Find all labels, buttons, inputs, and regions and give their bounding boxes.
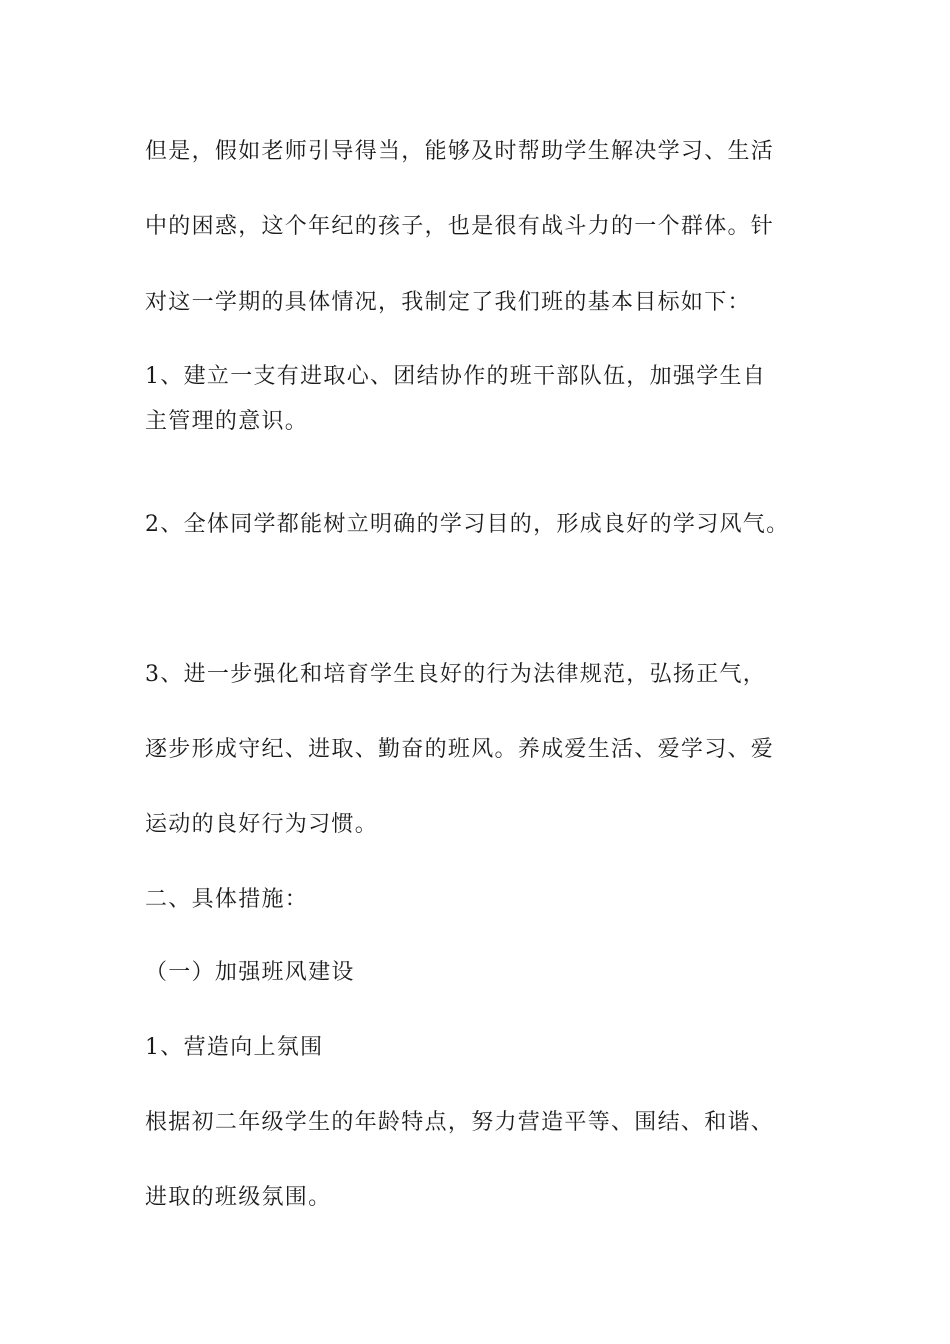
paragraph-line: 进取的班级氛围。 (145, 1185, 332, 1210)
paragraph-line: 中的困惑，这个年纪的孩子，也是很有战斗力的一个群体。针 (145, 214, 775, 239)
paragraph-line: 但是，假如老师引导得当，能够及时帮助学生解决学习、生活 (145, 139, 775, 164)
subsection-heading: （一）加强班风建设 (145, 960, 355, 985)
paragraph-line: 逐步形成守纪、进取、勤奋的班风。养成爱生活、爱学习、爱 (145, 737, 775, 762)
item-heading: 1、营造向上氛围 (145, 1035, 324, 1060)
paragraph-line: 运动的良好行为习惯。 (145, 812, 379, 837)
goal-item-3: 3、进一步强化和培育学生良好的行为法律规范，弘扬正气， (145, 662, 767, 687)
paragraph-line: 根据初二年级学生的年龄特点，努力营造平等、围结、和谐、 (145, 1110, 775, 1135)
paragraph-line: 对这一学期的具体情况，我制定了我们班的基本目标如下： (145, 290, 751, 315)
section-heading: 二、具体措施： (145, 887, 309, 912)
goal-item-2: 2、全体同学都能树立明确的学习目的，形成良好的学习风气。 (145, 512, 790, 537)
goal-item-1: 1、建立一支有进取心、团结协作的班干部队伍，加强学生自 (145, 364, 767, 389)
paragraph-line: 主管理的意识。 (145, 409, 309, 434)
